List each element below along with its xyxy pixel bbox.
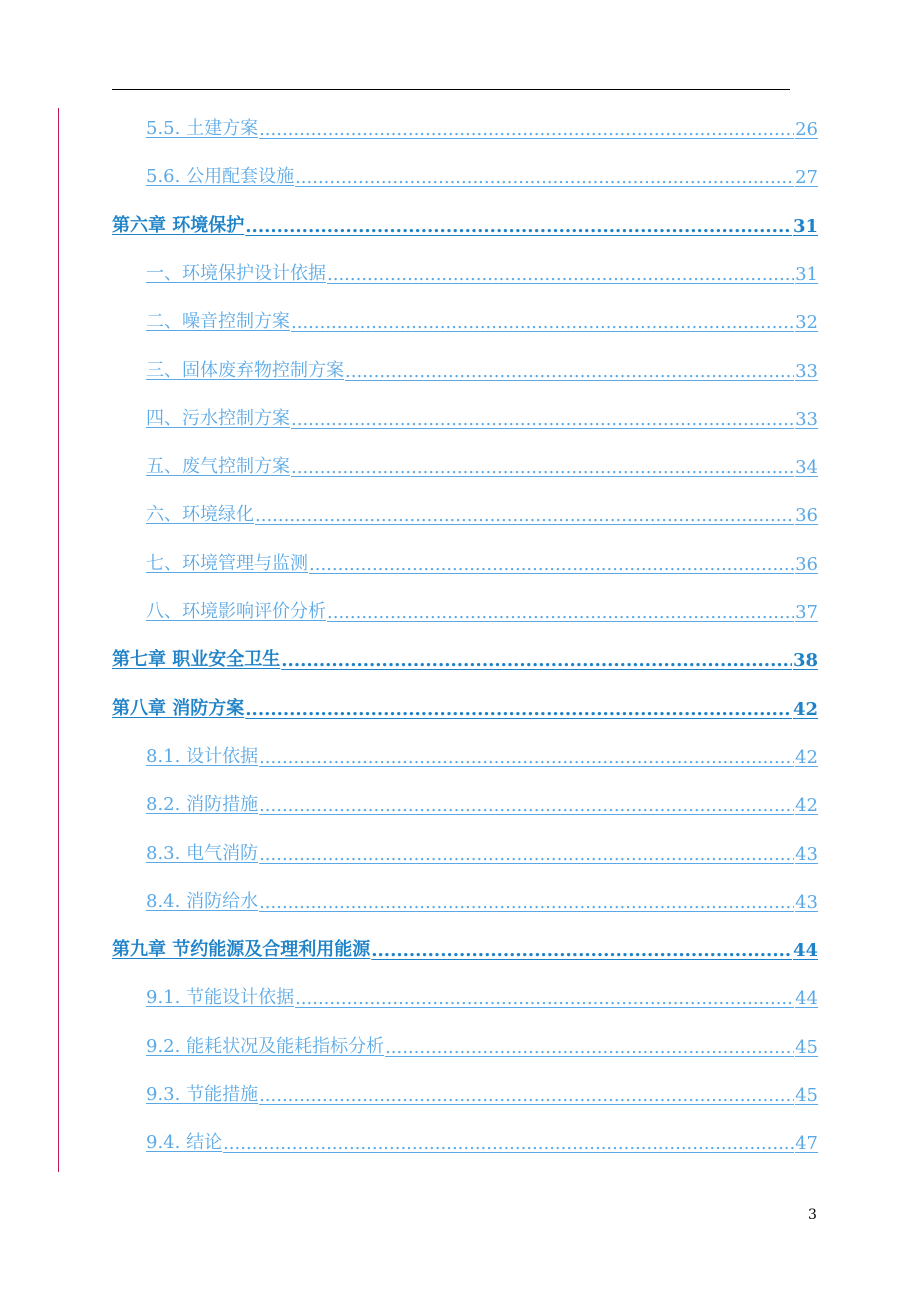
toc-entry-title: 六、环境绿化 bbox=[146, 504, 254, 526]
toc-section-link[interactable] bbox=[146, 738, 818, 768]
header-rule bbox=[112, 89, 790, 90]
toc-dot-leader bbox=[259, 795, 794, 816]
toc-entry-title: 第九章 节约能源及合理利用能源 bbox=[112, 939, 371, 961]
toc-entry-title: 9.4. 结论 bbox=[146, 1132, 223, 1154]
toc-entry-page: 33 bbox=[795, 360, 818, 382]
toc-section-link[interactable] bbox=[146, 400, 818, 430]
toc-entry-title: 9.3. 节能措施 bbox=[146, 1084, 259, 1105]
toc-section-link[interactable] bbox=[146, 545, 818, 575]
toc-chapter-link[interactable] bbox=[112, 207, 818, 237]
toc-section-link[interactable] bbox=[146, 158, 818, 188]
toc-entry-page: 43 bbox=[795, 843, 818, 865]
toc-dot-leader bbox=[327, 264, 794, 285]
toc-dot-leader bbox=[245, 699, 792, 720]
toc-entry-page: 47 bbox=[795, 1133, 818, 1155]
toc-entry-title: 第七章 职业安全卫生 bbox=[112, 649, 281, 671]
toc-chapter-link[interactable] bbox=[112, 690, 818, 720]
toc-entry-page: 34 bbox=[795, 457, 818, 479]
toc-entry-title: 四、污水控制方案 bbox=[146, 407, 290, 429]
toc-section-link[interactable] bbox=[146, 110, 818, 140]
toc-section-link[interactable] bbox=[146, 593, 818, 623]
toc-section-link[interactable] bbox=[146, 1028, 818, 1058]
toc-entry-title: 8.3. 电气消防 bbox=[146, 842, 259, 864]
toc-chapter-link[interactable] bbox=[112, 931, 818, 961]
toc-dot-leader bbox=[259, 1085, 794, 1106]
toc-entry-page: 43 bbox=[795, 891, 818, 913]
toc-dot-leader bbox=[295, 988, 794, 1009]
toc-dot-leader bbox=[245, 216, 792, 237]
toc-section-link[interactable] bbox=[146, 303, 818, 333]
toc-entry-page: 38 bbox=[792, 650, 818, 672]
toc-section-link[interactable] bbox=[146, 1124, 818, 1154]
toc-dot-leader bbox=[259, 892, 794, 913]
toc-entry-title: 七、环境管理与监测 bbox=[146, 552, 308, 574]
toc-section-link[interactable] bbox=[146, 1076, 818, 1106]
toc-dot-leader bbox=[259, 119, 794, 140]
toc-entry-title: 三、固体废弃物控制方案 bbox=[146, 359, 344, 381]
toc-entry-page: 45 bbox=[795, 1036, 818, 1058]
toc-section-link[interactable] bbox=[146, 448, 818, 478]
toc-entry-title: 9.1. 节能设计依据 bbox=[146, 987, 295, 1009]
toc-dot-leader bbox=[371, 940, 792, 961]
toc-section-link[interactable] bbox=[146, 255, 818, 285]
toc-section-link[interactable] bbox=[146, 496, 818, 526]
toc-section-link[interactable] bbox=[146, 835, 818, 865]
toc-dot-leader bbox=[291, 312, 794, 333]
toc-entry-page: 37 bbox=[795, 602, 818, 623]
toc-section-link[interactable] bbox=[146, 979, 818, 1009]
toc-entry-title: 五、废气控制方案 bbox=[146, 456, 290, 478]
toc-entry-page: 42 bbox=[795, 746, 818, 768]
toc-entry-title: 8.4. 消防给水 bbox=[146, 890, 259, 912]
toc-entry-title: 9.2. 能耗状况及能耗指标分析 bbox=[146, 1035, 385, 1057]
page-number: 3 bbox=[808, 1207, 817, 1223]
toc-entry-page: 45 bbox=[795, 1085, 818, 1106]
toc-entry-title: 一、环境保护设计依据 bbox=[146, 262, 326, 284]
toc-entry-page: 42 bbox=[792, 698, 818, 720]
toc-entry-title: 八、环境影响评价分析 bbox=[146, 601, 326, 622]
toc-entry-page: 31 bbox=[792, 215, 818, 237]
toc-entry-page: 26 bbox=[795, 119, 818, 140]
toc-dot-leader bbox=[291, 409, 794, 430]
toc-dot-leader bbox=[281, 650, 792, 671]
toc-dot-leader bbox=[345, 361, 794, 382]
toc-entry-title: 二、噪音控制方案 bbox=[146, 311, 290, 333]
toc-dot-leader bbox=[327, 602, 794, 623]
toc-entry-page: 27 bbox=[795, 167, 818, 189]
toc-entry-page: 31 bbox=[795, 263, 818, 285]
toc-dot-leader bbox=[223, 1133, 794, 1154]
toc-entry-title: 8.2. 消防措施 bbox=[146, 794, 259, 816]
toc-entry-page: 36 bbox=[795, 553, 818, 575]
toc-dot-leader bbox=[259, 747, 794, 768]
toc-entry-title: 5.5. 土建方案 bbox=[146, 118, 259, 139]
toc-entry-title: 第八章 消防方案 bbox=[112, 697, 245, 719]
toc-section-link[interactable] bbox=[146, 883, 818, 913]
toc-entry-page: 32 bbox=[795, 312, 818, 334]
toc-entry-title: 第六章 环境保护 bbox=[112, 214, 245, 236]
toc-entry-page: 42 bbox=[795, 795, 818, 817]
toc-dot-leader bbox=[259, 844, 794, 865]
toc-entry-title: 5.6. 公用配套设施 bbox=[146, 166, 295, 188]
toc-entry-page: 36 bbox=[795, 505, 818, 527]
margin-bar bbox=[58, 108, 59, 1172]
toc-dot-leader bbox=[255, 505, 794, 526]
toc-dot-leader bbox=[309, 554, 794, 575]
toc-dot-leader bbox=[295, 167, 794, 188]
toc-chapter-link[interactable] bbox=[112, 641, 818, 671]
toc-entry-page: 44 bbox=[792, 940, 818, 962]
toc-dot-leader bbox=[291, 457, 794, 478]
toc-section-link[interactable] bbox=[146, 786, 818, 816]
toc-entry-page: 44 bbox=[795, 988, 818, 1010]
toc-section-link[interactable] bbox=[146, 352, 818, 382]
toc-entry-title: 8.1. 设计依据 bbox=[146, 745, 259, 767]
toc-dot-leader bbox=[385, 1037, 794, 1058]
toc-entry-page: 33 bbox=[795, 408, 818, 430]
